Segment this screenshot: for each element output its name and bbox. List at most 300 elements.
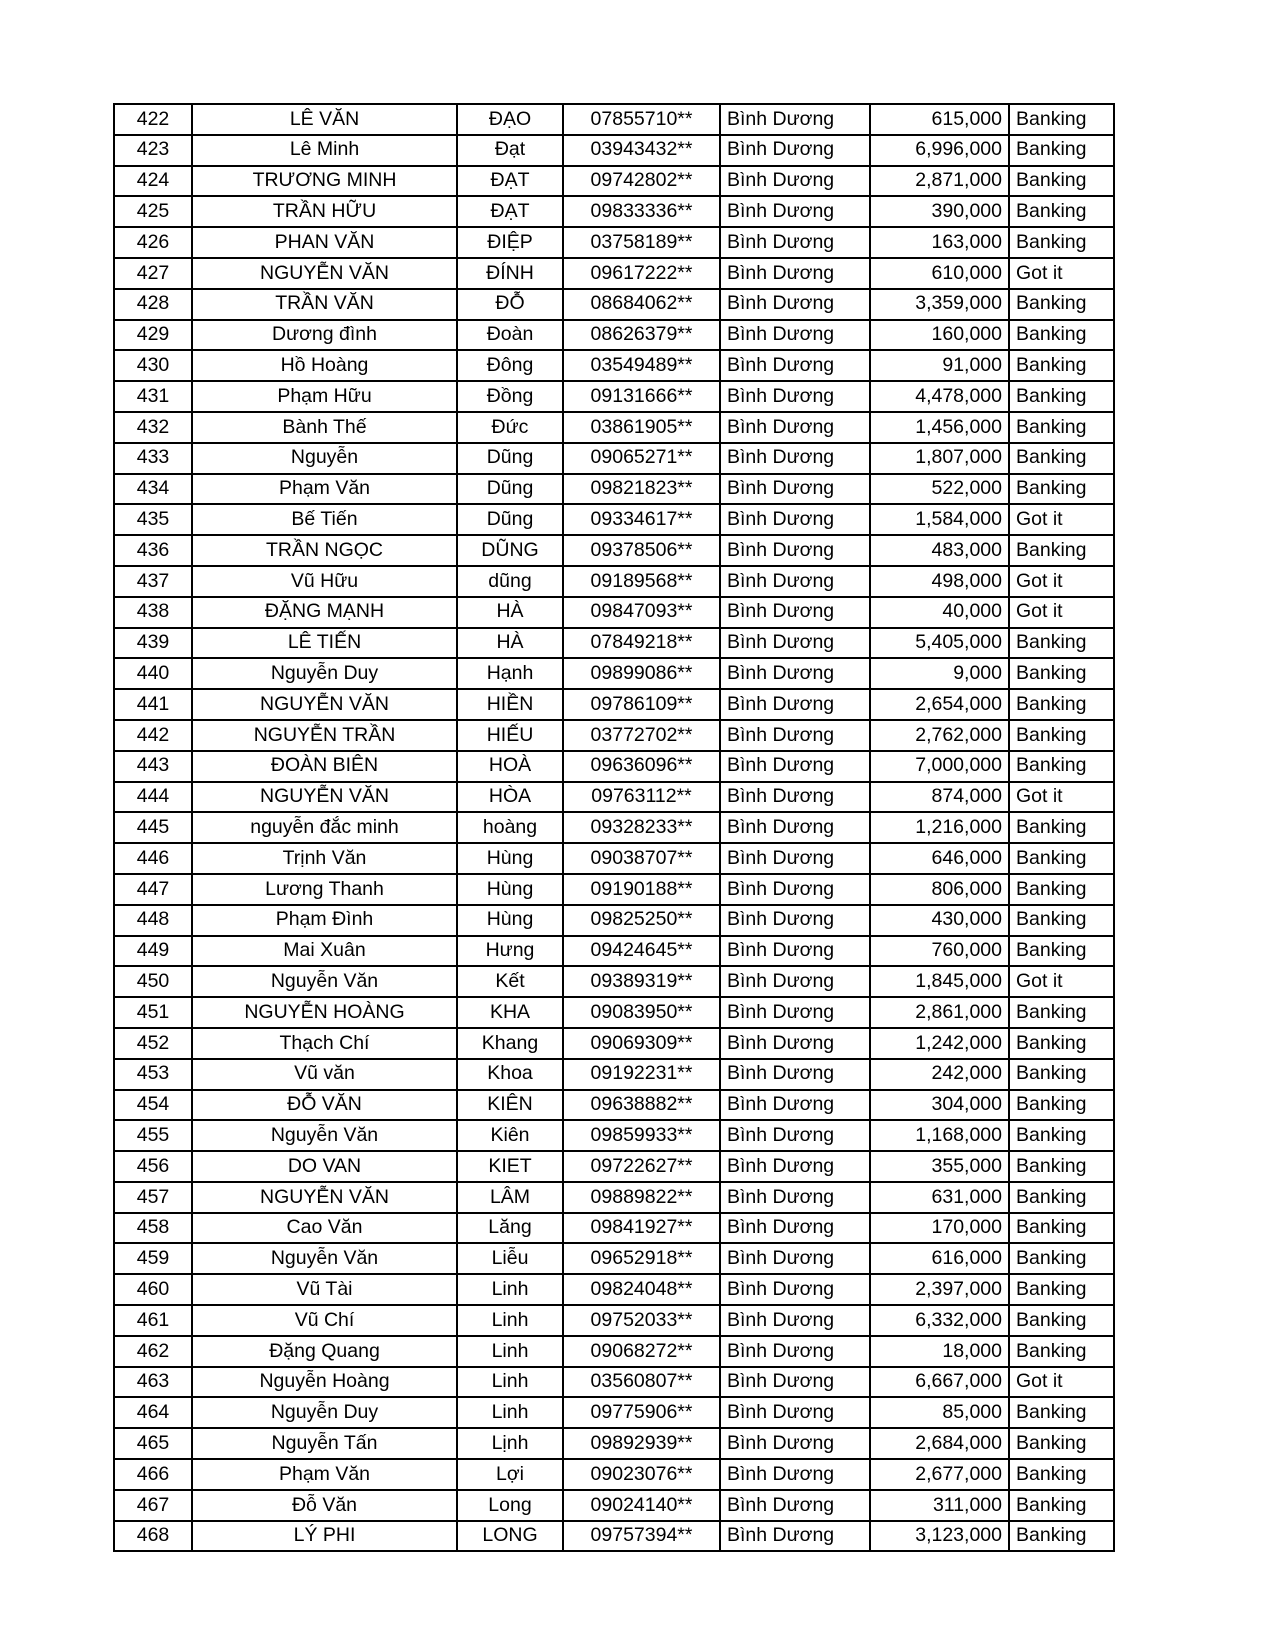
cell-status: Banking <box>1009 166 1114 197</box>
table-row <box>114 997 1114 1028</box>
cell-last-name: Đoàn <box>457 320 563 351</box>
cell-phone: 08684062** <box>563 289 720 320</box>
cell-amount: 163,000 <box>870 227 1009 258</box>
cell-amount: 1,168,000 <box>870 1120 1009 1151</box>
cell-last-name: Dũng <box>457 443 563 474</box>
cell-last-name: Dũng <box>457 504 563 535</box>
cell-last-name: ĐẠO <box>457 104 563 135</box>
cell-amount: 874,000 <box>870 782 1009 813</box>
cell-amount: 170,000 <box>870 1213 1009 1244</box>
cell-province: Bình Dương <box>720 966 870 997</box>
cell-index: 425 <box>114 196 192 227</box>
table-body <box>114 104 1114 1551</box>
cell-first-name: TRẦN HỮU <box>192 196 457 227</box>
cell-province: Bình Dương <box>720 905 870 936</box>
cell-status: Banking <box>1009 1059 1114 1090</box>
cell-first-name: Vũ Tài <box>192 1274 457 1305</box>
table-row <box>114 843 1114 874</box>
cell-index: 422 <box>114 104 192 135</box>
cell-status: Banking <box>1009 1151 1114 1182</box>
cell-status: Banking <box>1009 936 1114 967</box>
cell-province: Bình Dương <box>720 258 870 289</box>
table-row <box>114 720 1114 751</box>
cell-amount: 3,359,000 <box>870 289 1009 320</box>
cell-province: Bình Dương <box>720 1428 870 1459</box>
cell-index: 428 <box>114 289 192 320</box>
cell-first-name: Nguyễn Văn <box>192 1243 457 1274</box>
table-row <box>114 658 1114 689</box>
cell-status: Banking <box>1009 381 1114 412</box>
cell-status: Banking <box>1009 905 1114 936</box>
cell-first-name: Nguyễn Văn <box>192 1120 457 1151</box>
table-row <box>114 196 1114 227</box>
cell-index: 467 <box>114 1490 192 1521</box>
table-row <box>114 535 1114 566</box>
cell-status: Got it <box>1009 597 1114 628</box>
table-row <box>114 782 1114 813</box>
cell-index: 448 <box>114 905 192 936</box>
cell-amount: 1,242,000 <box>870 1028 1009 1059</box>
cell-status: Banking <box>1009 443 1114 474</box>
cell-province: Bình Dương <box>720 628 870 659</box>
cell-index: 445 <box>114 812 192 843</box>
cell-phone: 09786109** <box>563 689 720 720</box>
cell-phone: 08626379** <box>563 320 720 351</box>
cell-index: 465 <box>114 1428 192 1459</box>
cell-province: Bình Dương <box>720 504 870 535</box>
cell-last-name: Kết <box>457 966 563 997</box>
table-row <box>114 166 1114 197</box>
cell-phone: 09328233** <box>563 812 720 843</box>
cell-first-name: PHAN VĂN <box>192 227 457 258</box>
table-row <box>114 566 1114 597</box>
cell-status: Banking <box>1009 1521 1114 1552</box>
cell-status: Banking <box>1009 874 1114 905</box>
cell-last-name: Linh <box>457 1336 563 1367</box>
cell-status: Got it <box>1009 504 1114 535</box>
cell-first-name: NGUYỄN TRẦN <box>192 720 457 751</box>
table-row <box>114 443 1114 474</box>
cell-status: Banking <box>1009 720 1114 751</box>
cell-amount: 6,996,000 <box>870 135 1009 166</box>
cell-status: Banking <box>1009 1274 1114 1305</box>
cell-first-name: NGUYỄN VĂN <box>192 1182 457 1213</box>
cell-amount: 242,000 <box>870 1059 1009 1090</box>
cell-amount: 5,405,000 <box>870 628 1009 659</box>
cell-first-name: Bành Thế <box>192 412 457 443</box>
cell-status: Banking <box>1009 350 1114 381</box>
cell-first-name: Nguyễn Tấn <box>192 1428 457 1459</box>
cell-last-name: KHA <box>457 997 563 1028</box>
cell-status: Got it <box>1009 566 1114 597</box>
cell-amount: 6,667,000 <box>870 1367 1009 1398</box>
cell-first-name: Cao Văn <box>192 1213 457 1244</box>
cell-index: 424 <box>114 166 192 197</box>
cell-status: Got it <box>1009 258 1114 289</box>
table-row <box>114 1459 1114 1490</box>
cell-status: Banking <box>1009 1028 1114 1059</box>
cell-province: Bình Dương <box>720 1305 870 1336</box>
cell-province: Bình Dương <box>720 1213 870 1244</box>
cell-first-name: Phạm Hữu <box>192 381 457 412</box>
cell-index: 459 <box>114 1243 192 1274</box>
cell-phone: 09038707** <box>563 843 720 874</box>
cell-index: 436 <box>114 535 192 566</box>
table-row <box>114 227 1114 258</box>
cell-province: Bình Dương <box>720 1059 870 1090</box>
cell-phone: 03549489** <box>563 350 720 381</box>
cell-province: Bình Dương <box>720 658 870 689</box>
cell-province: Bình Dương <box>720 289 870 320</box>
cell-first-name: Nguyễn <box>192 443 457 474</box>
cell-amount: 304,000 <box>870 1090 1009 1121</box>
cell-phone: 09652918** <box>563 1243 720 1274</box>
cell-amount: 1,807,000 <box>870 443 1009 474</box>
cell-status: Banking <box>1009 658 1114 689</box>
cell-index: 440 <box>114 658 192 689</box>
cell-index: 461 <box>114 1305 192 1336</box>
cell-phone: 09841927** <box>563 1213 720 1244</box>
cell-last-name: LÂM <box>457 1182 563 1213</box>
cell-index: 460 <box>114 1274 192 1305</box>
cell-status: Banking <box>1009 104 1114 135</box>
table-row <box>114 381 1114 412</box>
cell-index: 451 <box>114 997 192 1028</box>
cell-last-name: Đông <box>457 350 563 381</box>
cell-phone: 09083950** <box>563 997 720 1028</box>
cell-status: Got it <box>1009 1367 1114 1398</box>
cell-province: Bình Dương <box>720 1090 870 1121</box>
cell-phone: 09775906** <box>563 1397 720 1428</box>
cell-last-name: Linh <box>457 1305 563 1336</box>
cell-first-name: NGUYỄN HOÀNG <box>192 997 457 1028</box>
cell-index: 439 <box>114 628 192 659</box>
cell-last-name: Linh <box>457 1274 563 1305</box>
cell-first-name: ĐẶNG MẠNH <box>192 597 457 628</box>
cell-phone: 09821823** <box>563 474 720 505</box>
table-row <box>114 628 1114 659</box>
cell-status: Banking <box>1009 412 1114 443</box>
cell-first-name: Dương đình <box>192 320 457 351</box>
cell-phone: 09889822** <box>563 1182 720 1213</box>
table-row <box>114 1182 1114 1213</box>
table-row <box>114 936 1114 967</box>
cell-phone: 03758189** <box>563 227 720 258</box>
cell-phone: 09023076** <box>563 1459 720 1490</box>
table-row <box>114 1243 1114 1274</box>
cell-status: Got it <box>1009 782 1114 813</box>
cell-province: Bình Dương <box>720 1521 870 1552</box>
cell-last-name: LONG <box>457 1521 563 1552</box>
cell-index: 432 <box>114 412 192 443</box>
cell-amount: 498,000 <box>870 566 1009 597</box>
cell-index: 431 <box>114 381 192 412</box>
cell-index: 426 <box>114 227 192 258</box>
cell-phone: 09189568** <box>563 566 720 597</box>
cell-phone: 03943432** <box>563 135 720 166</box>
cell-first-name: Nguyễn Hoàng <box>192 1367 457 1398</box>
cell-status: Got it <box>1009 966 1114 997</box>
cell-first-name: ĐỖ VĂN <box>192 1090 457 1121</box>
table-row <box>114 689 1114 720</box>
cell-first-name: Phạm Văn <box>192 474 457 505</box>
cell-phone: 09742802** <box>563 166 720 197</box>
cell-first-name: NGUYỄN VĂN <box>192 258 457 289</box>
table-row <box>114 350 1114 381</box>
cell-province: Bình Dương <box>720 720 870 751</box>
cell-province: Bình Dương <box>720 196 870 227</box>
cell-first-name: LÊ VĂN <box>192 104 457 135</box>
cell-index: 443 <box>114 751 192 782</box>
cell-status: Banking <box>1009 1243 1114 1274</box>
table-row <box>114 966 1114 997</box>
cell-amount: 2,397,000 <box>870 1274 1009 1305</box>
table-row <box>114 1305 1114 1336</box>
cell-index: 457 <box>114 1182 192 1213</box>
cell-first-name: Bế Tiến <box>192 504 457 535</box>
cell-index: 453 <box>114 1059 192 1090</box>
cell-phone: 09763112** <box>563 782 720 813</box>
cell-index: 437 <box>114 566 192 597</box>
cell-phone: 09024140** <box>563 1490 720 1521</box>
cell-index: 446 <box>114 843 192 874</box>
cell-first-name: Lương Thanh <box>192 874 457 905</box>
cell-amount: 18,000 <box>870 1336 1009 1367</box>
cell-last-name: Hùng <box>457 874 563 905</box>
cell-phone: 07849218** <box>563 628 720 659</box>
cell-status: Banking <box>1009 751 1114 782</box>
cell-amount: 7,000,000 <box>870 751 1009 782</box>
cell-last-name: Khang <box>457 1028 563 1059</box>
cell-first-name: Đặng Quang <box>192 1336 457 1367</box>
cell-province: Bình Dương <box>720 227 870 258</box>
cell-phone: 09638882** <box>563 1090 720 1121</box>
cell-province: Bình Dương <box>720 1243 870 1274</box>
cell-phone: 09752033** <box>563 1305 720 1336</box>
cell-first-name: ĐOÀN BIÊN <box>192 751 457 782</box>
table-row <box>114 1059 1114 1090</box>
cell-first-name: LÊ TIẾN <box>192 628 457 659</box>
cell-status: Banking <box>1009 1090 1114 1121</box>
cell-province: Bình Dương <box>720 1182 870 1213</box>
cell-amount: 40,000 <box>870 597 1009 628</box>
cell-index: 441 <box>114 689 192 720</box>
cell-province: Bình Dương <box>720 689 870 720</box>
cell-last-name: Hùng <box>457 843 563 874</box>
table-row <box>114 1151 1114 1182</box>
table-row <box>114 1028 1114 1059</box>
cell-status: Banking <box>1009 843 1114 874</box>
table-row <box>114 1521 1114 1552</box>
cell-phone: 09190188** <box>563 874 720 905</box>
cell-phone: 09833336** <box>563 196 720 227</box>
cell-status: Banking <box>1009 1120 1114 1151</box>
cell-first-name: Vũ Chí <box>192 1305 457 1336</box>
cell-last-name: ĐỖ <box>457 289 563 320</box>
cell-phone: 09859933** <box>563 1120 720 1151</box>
cell-index: 450 <box>114 966 192 997</box>
cell-phone: 07855710** <box>563 104 720 135</box>
cell-amount: 2,654,000 <box>870 689 1009 720</box>
table-row <box>114 1213 1114 1244</box>
cell-last-name: ĐẠT <box>457 196 563 227</box>
cell-index: 423 <box>114 135 192 166</box>
cell-province: Bình Dương <box>720 997 870 1028</box>
table-row <box>114 1336 1114 1367</box>
cell-amount: 2,871,000 <box>870 166 1009 197</box>
cell-status: Banking <box>1009 196 1114 227</box>
cell-index: 435 <box>114 504 192 535</box>
cell-amount: 91,000 <box>870 350 1009 381</box>
cell-phone: 09424645** <box>563 936 720 967</box>
table-row <box>114 874 1114 905</box>
cell-index: 462 <box>114 1336 192 1367</box>
cell-amount: 610,000 <box>870 258 1009 289</box>
cell-province: Bình Dương <box>720 1120 870 1151</box>
cell-status: Banking <box>1009 1182 1114 1213</box>
table-row <box>114 504 1114 535</box>
cell-province: Bình Dương <box>720 1367 870 1398</box>
cell-first-name: NGUYỄN VĂN <box>192 689 457 720</box>
cell-index: 430 <box>114 350 192 381</box>
cell-status: Banking <box>1009 1336 1114 1367</box>
cell-phone: 09722627** <box>563 1151 720 1182</box>
table-row <box>114 1367 1114 1398</box>
cell-last-name: Dũng <box>457 474 563 505</box>
cell-amount: 6,332,000 <box>870 1305 1009 1336</box>
cell-amount: 646,000 <box>870 843 1009 874</box>
cell-first-name: NGUYỄN VĂN <box>192 782 457 813</box>
table-row <box>114 1120 1114 1151</box>
cell-phone: 09065271** <box>563 443 720 474</box>
cell-amount: 1,456,000 <box>870 412 1009 443</box>
cell-first-name: Nguyễn Duy <box>192 658 457 689</box>
cell-last-name: Hạnh <box>457 658 563 689</box>
cell-last-name: Linh <box>457 1397 563 1428</box>
cell-first-name: Vũ Hữu <box>192 566 457 597</box>
cell-status: Banking <box>1009 474 1114 505</box>
cell-province: Bình Dương <box>720 535 870 566</box>
cell-first-name: Nguyễn Văn <box>192 966 457 997</box>
cell-province: Bình Dương <box>720 320 870 351</box>
cell-status: Banking <box>1009 997 1114 1028</box>
cell-phone: 09617222** <box>563 258 720 289</box>
cell-first-name: Trịnh Văn <box>192 843 457 874</box>
cell-last-name: Long <box>457 1490 563 1521</box>
cell-phone: 09892939** <box>563 1428 720 1459</box>
cell-phone: 09824048** <box>563 1274 720 1305</box>
cell-last-name: Hùng <box>457 905 563 936</box>
cell-index: 468 <box>114 1521 192 1552</box>
cell-amount: 311,000 <box>870 1490 1009 1521</box>
cell-index: 458 <box>114 1213 192 1244</box>
cell-index: 442 <box>114 720 192 751</box>
cell-last-name: Kiên <box>457 1120 563 1151</box>
cell-phone: 09069309** <box>563 1028 720 1059</box>
cell-first-name: TRẦN NGỌC <box>192 535 457 566</box>
cell-index: 464 <box>114 1397 192 1428</box>
cell-index: 438 <box>114 597 192 628</box>
cell-phone: 09757394** <box>563 1521 720 1552</box>
cell-amount: 1,584,000 <box>870 504 1009 535</box>
cell-province: Bình Dương <box>720 782 870 813</box>
cell-province: Bình Dương <box>720 1336 870 1367</box>
cell-amount: 2,762,000 <box>870 720 1009 751</box>
table-row <box>114 258 1114 289</box>
cell-phone: 03772702** <box>563 720 720 751</box>
cell-first-name: DO VAN <box>192 1151 457 1182</box>
cell-index: 444 <box>114 782 192 813</box>
cell-index: 466 <box>114 1459 192 1490</box>
cell-last-name: dũng <box>457 566 563 597</box>
cell-last-name: hoàng <box>457 812 563 843</box>
cell-province: Bình Dương <box>720 751 870 782</box>
cell-status: Banking <box>1009 289 1114 320</box>
cell-last-name: Đạt <box>457 135 563 166</box>
cell-status: Banking <box>1009 135 1114 166</box>
cell-last-name: Khoa <box>457 1059 563 1090</box>
table-row <box>114 751 1114 782</box>
cell-province: Bình Dương <box>720 412 870 443</box>
cell-status: Banking <box>1009 320 1114 351</box>
cell-province: Bình Dương <box>720 812 870 843</box>
cell-province: Bình Dương <box>720 135 870 166</box>
cell-phone: 09825250** <box>563 905 720 936</box>
recipients-table <box>113 103 1115 1552</box>
cell-index: 456 <box>114 1151 192 1182</box>
table-row <box>114 1274 1114 1305</box>
cell-province: Bình Dương <box>720 1151 870 1182</box>
table-row <box>114 320 1114 351</box>
cell-index: 449 <box>114 936 192 967</box>
cell-amount: 390,000 <box>870 196 1009 227</box>
cell-last-name: KIÊN <box>457 1090 563 1121</box>
cell-status: Banking <box>1009 535 1114 566</box>
cell-province: Bình Dương <box>720 1028 870 1059</box>
cell-amount: 2,684,000 <box>870 1428 1009 1459</box>
cell-first-name: Lê Minh <box>192 135 457 166</box>
table-row <box>114 135 1114 166</box>
cell-amount: 4,478,000 <box>870 381 1009 412</box>
cell-province: Bình Dương <box>720 443 870 474</box>
cell-phone: 09131666** <box>563 381 720 412</box>
cell-status: Banking <box>1009 227 1114 258</box>
cell-index: 429 <box>114 320 192 351</box>
cell-first-name: Hồ Hoàng <box>192 350 457 381</box>
cell-last-name: HOÀ <box>457 751 563 782</box>
table-row <box>114 1397 1114 1428</box>
cell-amount: 355,000 <box>870 1151 1009 1182</box>
cell-amount: 806,000 <box>870 874 1009 905</box>
cell-index: 447 <box>114 874 192 905</box>
cell-first-name: Phạm Văn <box>192 1459 457 1490</box>
cell-last-name: HÀ <box>457 628 563 659</box>
cell-first-name: Vũ văn <box>192 1059 457 1090</box>
cell-index: 434 <box>114 474 192 505</box>
cell-last-name: Hưng <box>457 936 563 967</box>
cell-province: Bình Dương <box>720 936 870 967</box>
cell-first-name: TRƯƠNG MINH <box>192 166 457 197</box>
cell-first-name: LÝ PHI <box>192 1521 457 1552</box>
cell-index: 455 <box>114 1120 192 1151</box>
cell-province: Bình Dương <box>720 1490 870 1521</box>
cell-province: Bình Dương <box>720 104 870 135</box>
table-row <box>114 812 1114 843</box>
cell-province: Bình Dương <box>720 1397 870 1428</box>
cell-index: 463 <box>114 1367 192 1398</box>
cell-amount: 760,000 <box>870 936 1009 967</box>
cell-amount: 1,845,000 <box>870 966 1009 997</box>
